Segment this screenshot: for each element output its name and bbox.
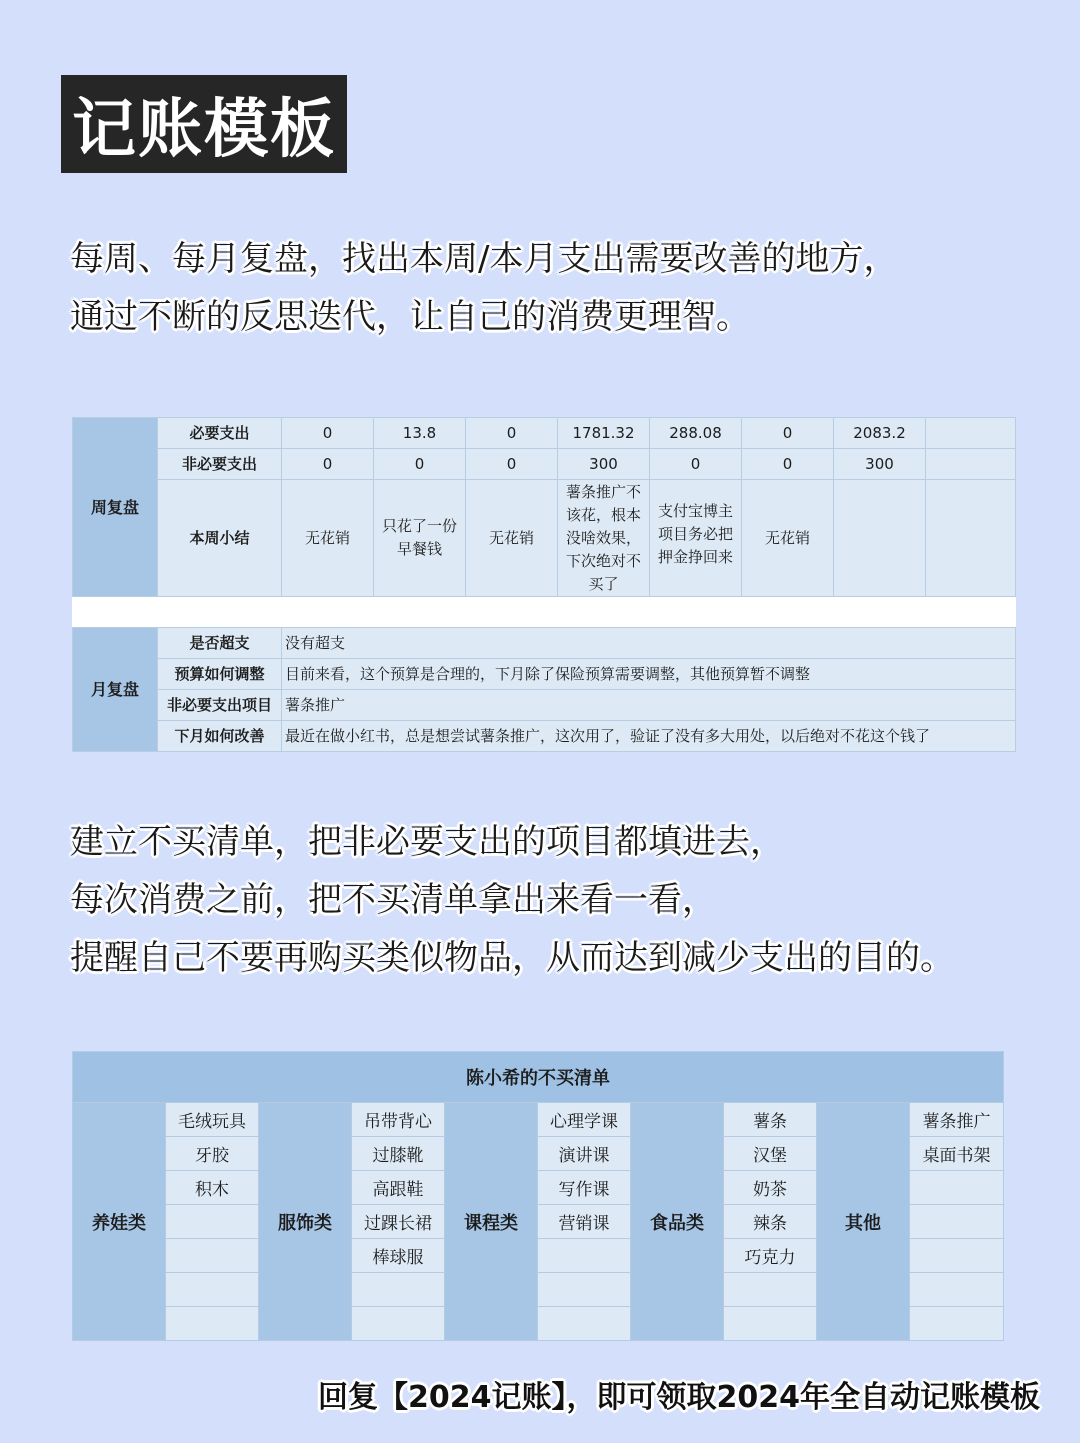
table-cell[interactable]: 0 — [742, 449, 834, 480]
table-cell[interactable] — [926, 480, 1016, 597]
table-cell[interactable] — [926, 418, 1016, 449]
row-label: 非必要支出 — [158, 449, 282, 480]
nobuy-item[interactable] — [166, 1205, 259, 1239]
nobuy-header-row — [73, 1052, 1004, 1103]
nobuy-item[interactable]: 汉堡 — [724, 1137, 817, 1171]
row-label: 下月如何改善 — [158, 721, 282, 752]
nobuy-item[interactable] — [910, 1205, 1004, 1239]
row-label: 必要支出 — [158, 418, 282, 449]
footer-cta: 回复【2024记账】，即可领取2024年全自动记账模板 — [318, 1380, 1040, 1415]
intro-text — [70, 230, 897, 346]
spacer-cell — [73, 597, 1016, 628]
nobuy-item[interactable]: 薯条推广 — [910, 1103, 1004, 1137]
table-cell[interactable]: 13.8 — [374, 418, 466, 449]
table-cell[interactable]: 0 — [282, 418, 374, 449]
nobuy-item[interactable] — [352, 1273, 445, 1307]
nobuy-item[interactable]: 过踝长裙 — [352, 1205, 445, 1239]
category-label: 其他 — [817, 1103, 910, 1341]
spacer-row — [73, 597, 1016, 628]
table-cell[interactable]: 目前来看，这个预算是合理的，下月除了保险预算需要调整，其他预算暂不调整 — [282, 659, 1016, 690]
monthly-row — [73, 659, 1016, 690]
table-cell[interactable]: 无花销 — [466, 480, 558, 597]
intro-line: 每周、每月复盘，找出本周/本月支出需要改善的地方， — [70, 239, 898, 279]
nobuy-intro-line: 建立不买清单，把非必要支出的项目都填进去， — [70, 822, 784, 862]
nobuy-row — [73, 1103, 1004, 1137]
table-cell[interactable]: 没有超支 — [282, 628, 1016, 659]
nobuy-item[interactable]: 毛绒玩具 — [166, 1103, 259, 1137]
nobuy-item[interactable] — [538, 1239, 631, 1273]
nobuy-item[interactable] — [166, 1273, 259, 1307]
nobuy-item[interactable] — [352, 1307, 445, 1341]
category-label: 课程类 — [445, 1103, 538, 1341]
nobuy-item[interactable]: 牙胶 — [166, 1137, 259, 1171]
nobuy-item[interactable]: 薯条 — [724, 1103, 817, 1137]
table-cell[interactable]: 0 — [466, 449, 558, 480]
nobuy-item[interactable] — [538, 1273, 631, 1307]
nobuy-item[interactable] — [166, 1307, 259, 1341]
table-cell[interactable]: 最近在做小红书，总是想尝试薯条推广，这次用了，验证了没有多大用处，以后绝对不花这个钱了 — [282, 721, 1016, 752]
nobuy-item[interactable]: 心理学课 — [538, 1103, 631, 1137]
monthly-section-label: 月复盘 — [73, 628, 158, 752]
row-label: 预算如何调整 — [158, 659, 282, 690]
nobuy-intro-line: 每次消费之前，把不买清单拿出来看一看， — [70, 880, 716, 920]
table-cell[interactable]: 2083.2 — [834, 418, 926, 449]
table-cell[interactable]: 0 — [282, 449, 374, 480]
nobuy-item[interactable] — [910, 1273, 1004, 1307]
nobuy-item[interactable] — [166, 1239, 259, 1273]
nobuy-intro-text — [70, 813, 954, 987]
nobuy-item[interactable]: 奶茶 — [724, 1171, 817, 1205]
table-cell[interactable]: 0 — [742, 418, 834, 449]
table-cell[interactable]: 300 — [834, 449, 926, 480]
table-cell[interactable]: 288.08 — [650, 418, 742, 449]
table-cell[interactable] — [926, 449, 1016, 480]
row-label: 是否超支 — [158, 628, 282, 659]
nobuy-item[interactable] — [724, 1273, 817, 1307]
nobuy-item[interactable]: 棒球服 — [352, 1239, 445, 1273]
weekly-row-summary — [73, 480, 1016, 597]
nobuy-item[interactable]: 过膝靴 — [352, 1137, 445, 1171]
nobuy-item[interactable]: 辣条 — [724, 1205, 817, 1239]
table-cell[interactable]: 支付宝博主项目务必把押金挣回来 — [650, 480, 742, 597]
table-cell[interactable]: 薯条推广不该花，根本没啥效果，下次绝对不买了 — [558, 480, 650, 597]
nobuy-item[interactable]: 高跟鞋 — [352, 1171, 445, 1205]
review-table — [72, 417, 1016, 752]
nobuy-title: 陈小希的不买清单 — [73, 1052, 1004, 1103]
nobuy-item[interactable]: 演讲课 — [538, 1137, 631, 1171]
weekly-row-unnecessary — [73, 449, 1016, 480]
table-cell[interactable]: 只花了一份早餐钱 — [374, 480, 466, 597]
row-label: 本周小结 — [158, 480, 282, 597]
nobuy-item[interactable]: 桌面书架 — [910, 1137, 1004, 1171]
table-cell[interactable]: 300 — [558, 449, 650, 480]
nobuy-item[interactable] — [910, 1171, 1004, 1205]
category-label: 食品类 — [631, 1103, 724, 1341]
category-label: 养娃类 — [73, 1103, 166, 1341]
nobuy-item[interactable] — [910, 1239, 1004, 1273]
table-cell[interactable]: 1781.32 — [558, 418, 650, 449]
table-cell[interactable]: 0 — [650, 449, 742, 480]
nobuy-item[interactable]: 写作课 — [538, 1171, 631, 1205]
table-cell[interactable] — [834, 480, 926, 597]
table-cell[interactable]: 无花销 — [282, 480, 374, 597]
weekly-row-necessary — [73, 418, 1016, 449]
monthly-row — [73, 628, 1016, 659]
nobuy-item[interactable] — [910, 1307, 1004, 1341]
table-cell[interactable]: 0 — [374, 449, 466, 480]
intro-line: 通过不断的反思迭代，让自己的消费更理智。 — [70, 297, 750, 337]
nobuy-item[interactable]: 营销课 — [538, 1205, 631, 1239]
page-title: 记账模板 — [61, 75, 347, 173]
nobuy-intro-line: 提醒自己不要再购买类似物品，从而达到减少支出的目的。 — [70, 938, 954, 978]
monthly-row — [73, 690, 1016, 721]
row-label: 非必要支出项目 — [158, 690, 282, 721]
nobuy-item[interactable] — [724, 1307, 817, 1341]
table-cell[interactable]: 薯条推广 — [282, 690, 1016, 721]
nobuy-item[interactable]: 吊带背心 — [352, 1103, 445, 1137]
table-cell[interactable]: 0 — [466, 418, 558, 449]
monthly-row — [73, 721, 1016, 752]
nobuy-body — [73, 1103, 1004, 1341]
nobuy-item[interactable]: 积木 — [166, 1171, 259, 1205]
nobuy-table — [72, 1051, 1004, 1341]
nobuy-item[interactable]: 巧克力 — [724, 1239, 817, 1273]
nobuy-item[interactable] — [538, 1307, 631, 1341]
weekly-section-label: 周复盘 — [73, 418, 158, 597]
category-label: 服饰类 — [259, 1103, 352, 1341]
table-cell[interactable]: 无花销 — [742, 480, 834, 597]
